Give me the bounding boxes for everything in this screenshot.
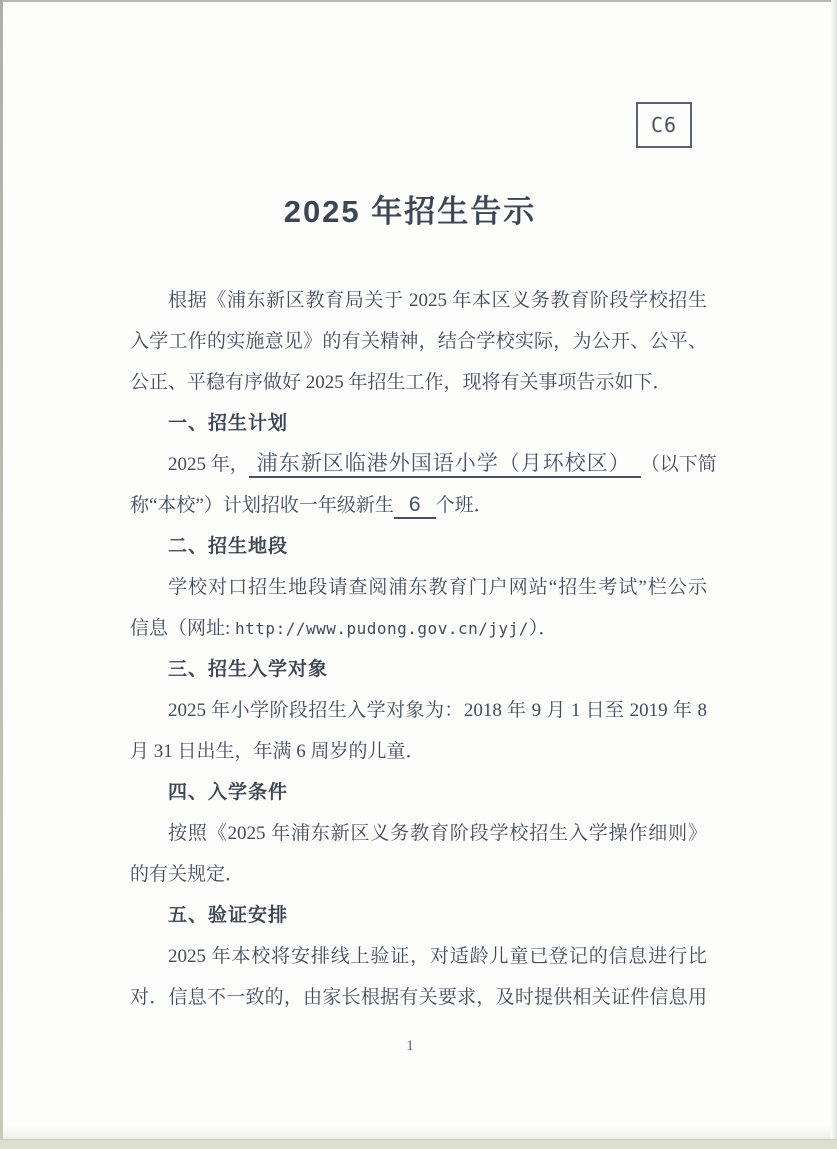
document-title: 2025 年招生告示 (283, 194, 537, 229)
website-url: http://www.pudong.gov.cn/jyj/ (235, 619, 529, 638)
year-prefix: 2025 年， (168, 454, 249, 475)
intro-line-1: 根据《浦东新区教育局关于 2025 年本区义务教育阶段学校招生 (168, 290, 707, 311)
scan-edge-bottom (0, 1139, 837, 1149)
school-name-fill: 浦东新区临港外国语小学（月环校区） (249, 452, 641, 478)
section-4-line-1: 按照《2025 年浦东新区义务教育阶段学校招生入学操作细则》 (168, 823, 707, 844)
after-school-text: （以下简 (640, 454, 717, 475)
section-4-heading: 四、入学条件 (168, 782, 289, 803)
url-line-suffix: ）． (528, 618, 558, 639)
class-line-prefix: 称“本校”）计划招收一年级新生 (130, 495, 394, 516)
scan-bottom-fade (0, 1126, 837, 1140)
section-3-heading: 三、招生入学对象 (168, 659, 329, 680)
scan-edge-top (0, 0, 837, 2)
section-5-line-1: 2025 年本校将安排线上验证，对适龄儿童已登记的信息进行比 (168, 946, 707, 967)
section-5-heading: 五、验证安排 (168, 905, 289, 926)
scan-edge-right (831, 0, 837, 1149)
section-3-line-1: 2025 年小学阶段招生入学对象为：2018 年 9 月 1 日至 2019 年 8 (168, 700, 707, 721)
section-1-heading: 一、招生计划 (168, 413, 289, 434)
section-5-line-2: 对．信息不一致的，由家长根据有关要求，及时提供相关证件信息用 (130, 987, 707, 1008)
class-line-suffix: 个班． (435, 495, 493, 516)
intro-line-2: 入学工作的实施意见》的有关精神，结合学校实际，为公开、公平、 (130, 331, 707, 352)
intro-line-3: 公正、平稳有序做好 2025 年招生工作，现将有关事项告示如下． (130, 372, 672, 393)
scan-edge-left (0, 0, 3, 1149)
class-count-fill: 6 (394, 493, 436, 519)
corner-code-label: C6 (650, 113, 678, 137)
section-4-line-2: 的有关规定． (130, 864, 245, 885)
page-number: 1 (406, 1038, 414, 1054)
url-line-prefix: 信息（网址: (130, 618, 236, 639)
document-body (130, 280, 717, 1018)
section-2-line-2 (130, 608, 707, 649)
section-3-line-2: 月 31 日出生，年满 6 周岁的儿童． (130, 741, 425, 762)
section-2-line-1: 学校对口招生地段请查阅浦东教育门户网站“招生考试”栏公示 (168, 577, 707, 598)
corner-code-box (636, 102, 692, 148)
section-1-fill-line (130, 444, 717, 485)
section-2-heading: 二、招生地段 (168, 536, 289, 557)
section-1-class-line (130, 485, 707, 526)
